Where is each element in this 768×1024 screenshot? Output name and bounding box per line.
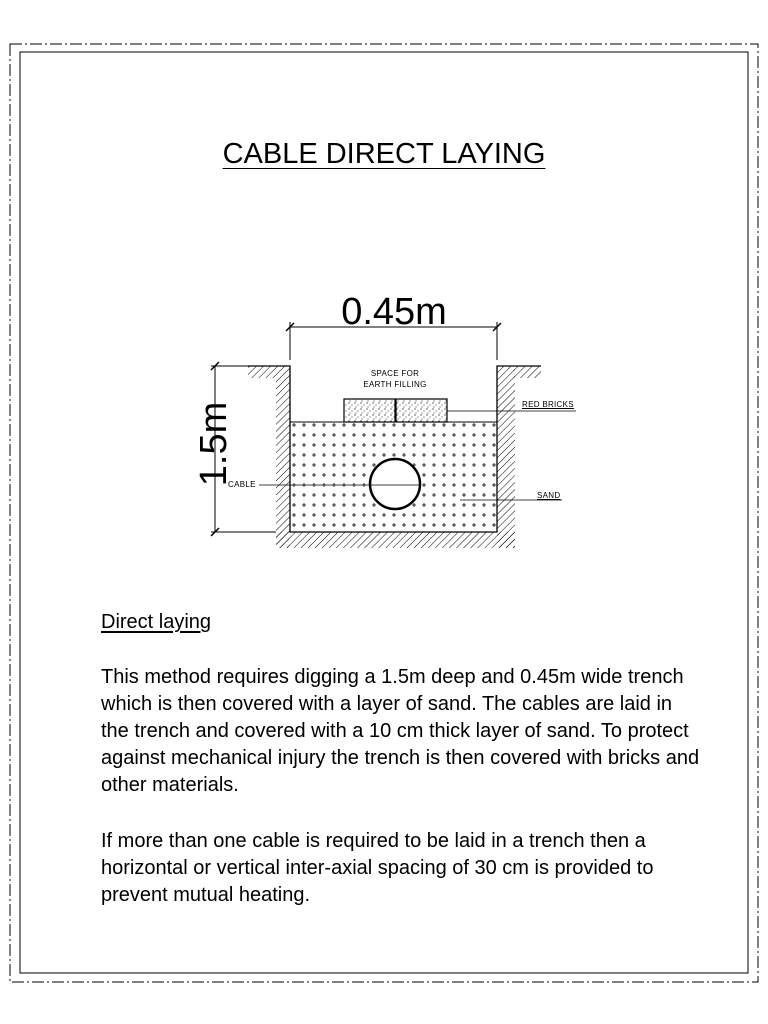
depth-label: 1.5m: [193, 401, 235, 487]
sand-label: SAND: [537, 491, 561, 500]
red-brick-right: [396, 399, 447, 422]
description-paragraph-1: This method requires digging a 1.5m deep and 0.45m wide trench which is then covered with a layer of sand. The cables are laid in the trench and covered with a 10 cm thick layer of sand. To protect against mechanical injury the trench is then covered with bricks and other materials.: [101, 666, 700, 796]
width-label: 0.45m: [341, 291, 447, 333]
section-heading: Direct laying: [101, 611, 212, 633]
page-title: CABLE DIRECT LAYING: [222, 138, 546, 170]
space-label-line1: SPACE FOR: [370, 369, 420, 378]
red-bricks-label: RED BRICKS: [522, 400, 574, 409]
description-paragraph-2: If more than one cable is required to be laid in a trench then a horizontal or vertical inter-axial spacing of 30 cm is provided to prevent mutual heating.: [101, 830, 654, 906]
cable-circle: [370, 459, 420, 509]
cable-label: CABLE: [228, 480, 256, 489]
red-brick-left: [344, 399, 395, 422]
space-label-line2: EARTH FILLING: [363, 380, 427, 389]
